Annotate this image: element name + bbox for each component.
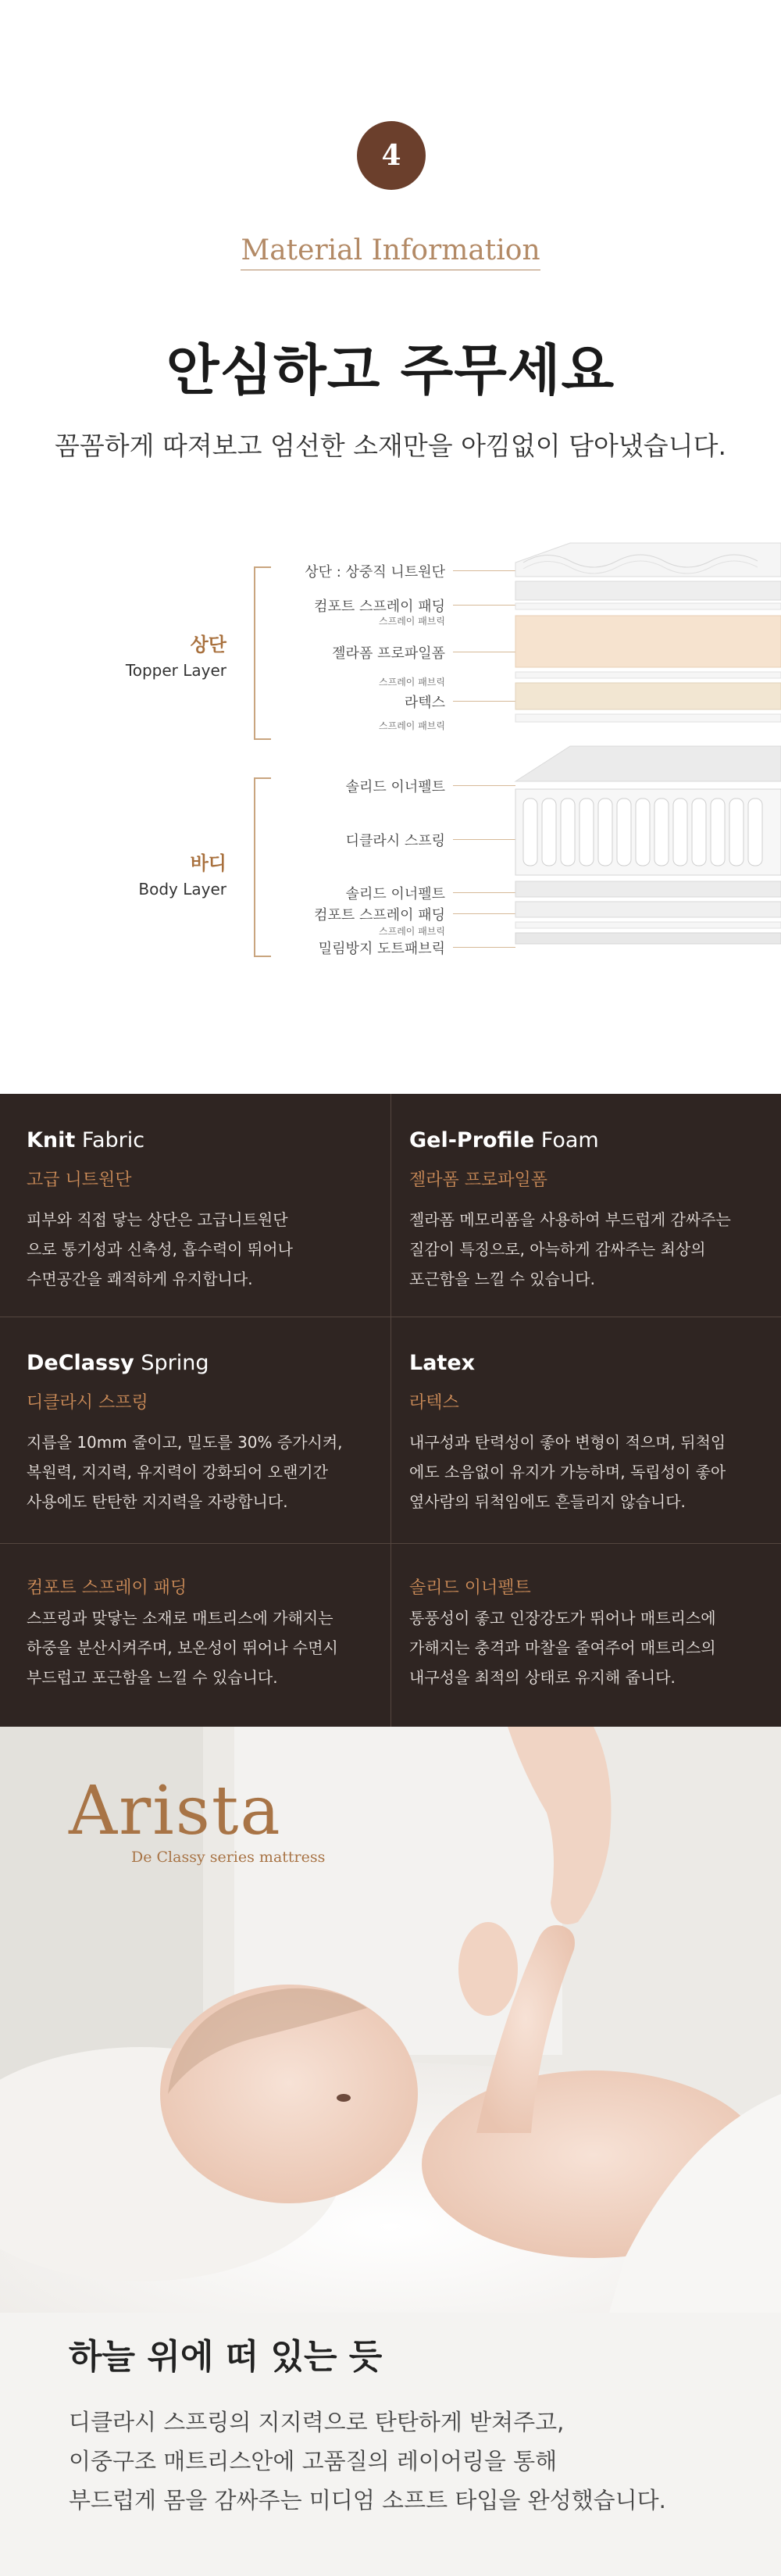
layer-label: 솔리드 이너펠트 [345,886,445,902]
material-card-latex [0,1317,781,1517]
material-subtitle: 라텍스 [409,1393,459,1413]
material-title: DeClassy Spring [27,1351,209,1375]
topper-group-name [94,629,226,680]
mattress-illustration [500,531,781,969]
outro-title: 하늘 위에 떠 있는 듯 [69,2337,383,2377]
topper-name-ko: 상단 [190,634,226,656]
section-label [0,234,781,270]
material-title: Gel-Profile Foam [409,1128,599,1152]
section-label-text: Material Information [241,234,540,270]
layer-label: 컴포트 스프레이 패딩 [314,598,445,615]
outro-description [69,2403,666,2520]
page-subtitle: 꼼꼼하게 따져보고 엄선한 소재만을 아낌없이 담아냈습니다. [55,431,726,461]
outro-line: 디클라시 스프링의 지지력으로 탄탄하게 받쳐주고, [69,2409,565,2435]
material-title: Latex [409,1351,476,1375]
topper-name-en: Topper Layer [125,661,226,680]
layer-label: 컴포트 스프레이 패딩 [314,907,445,924]
layer-label: 솔리드 이너펠트 [345,779,445,795]
material-subtitle: 고급 니트원단 [27,1170,132,1190]
lifestyle-photo [0,1727,781,2313]
layer-label: 젤라폼 프로파일폼 [332,645,445,662]
layer-label: 스프레이 패브릭 [379,677,445,688]
material-subtitle: 컴포트 스프레이 패딩 [27,1578,187,1598]
step-badge: 4 [357,121,426,190]
body-name-en: Body Layer [138,880,226,899]
layer-diagram [0,531,781,984]
layer-label: 스프레이 패브릭 [379,926,445,937]
brand-logo: Arista [69,1772,282,1850]
material-description: 스프링과 맞닿는 소재로 매트리스에 가해지는 하중을 분산시켜주며, 보온성이 뛰어나 수면시 부드럽고 포근함을 느낄 수 있습니다. [27,1609,338,1687]
layer-label: 상단 : 상중직 니트원단 [305,564,445,581]
layer-label: 스프레이 패브릭 [379,616,445,627]
material-description: 피부와 직접 닿는 상단은 고급니트원단 으로 통기성과 신축성, 흡수력이 뛰어나 수면공간을 쾌적하게 유지합니다. [27,1210,293,1288]
page-title: 안심하고 주무세요 [166,338,615,402]
material-description: 젤라폼 메모리폼을 사용하여 부드럽게 감싸주는 질감이 특징으로, 아늑하게 감싸주는 최상의 포근함을 느낄 수 있습니다. [409,1210,731,1288]
outro-line: 이중구조 매트리스안에 고품질의 레이어링을 통해 [69,2448,558,2474]
material-description: 지름을 10mm 줄이고, 밀도를 30% 증가시켜, 복원력, 지지력, 유지력이 강화되어 오랜기간 사용에도 탄탄한 지지력을 자랑합니다. [27,1433,343,1511]
intro-section [0,0,781,500]
layer-label: 디클라시 스프링 [345,833,445,849]
material-title: Knit Fabric [27,1128,145,1152]
layer-label: 라텍스 [404,695,445,711]
material-description: 통풍성이 좋고 인장강도가 뛰어나 매트리스에 가해지는 충격과 마찰을 줄여주어 매트리스의 내구성을 최적의 상태로 유지해 줍니다. [409,1609,716,1687]
material-subtitle: 솔리드 이너펠트 [409,1578,531,1598]
body-name-ko: 바디 [190,852,226,874]
material-subtitle: 젤라폼 프로파일폼 [409,1170,548,1190]
material-card-felt [0,1543,781,1692]
material-subtitle: 디클라시 스프링 [27,1393,148,1413]
brand-tagline: De Classy series mattress [131,1849,326,1866]
outro-line: 부드럽게 몸을 감싸주는 미디엄 소프트 타입을 완성했습니다. [69,2487,666,2513]
body-group-name [94,848,226,899]
outro-section [0,2313,781,2576]
layer-label: 밀림방지 도트패브릭 [318,941,445,957]
material-card-gel-foam [0,1094,781,1294]
layer-label: 스프레이 패브릭 [379,720,445,731]
material-description: 내구성과 탄력성이 좋아 변형이 적으며, 뒤척임 에도 소음없이 유지가 가능하며, 독립성이 좋아 옆사람의 뒤척임에도 흔들리지 않습니다. [409,1433,726,1511]
materials-panel [0,1094,781,1727]
